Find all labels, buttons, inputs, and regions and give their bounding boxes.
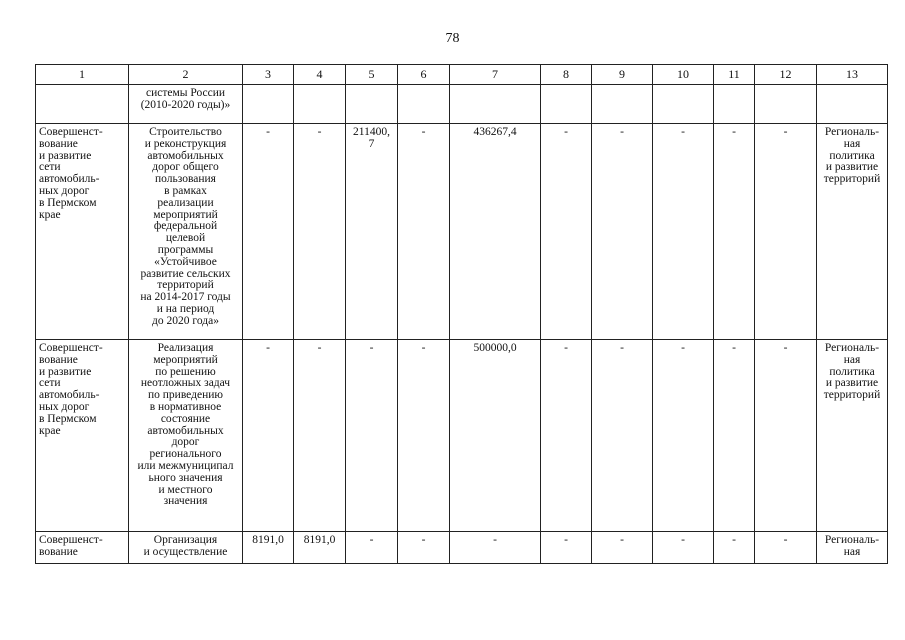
table-cell: Региональ- ная — [817, 532, 888, 564]
table-cell — [398, 85, 450, 124]
table-cell: - — [592, 340, 653, 532]
table-row — [36, 532, 888, 564]
table-cell — [817, 85, 888, 124]
header-cell: 2 — [129, 65, 243, 85]
table-cell: - — [592, 124, 653, 340]
table-cell: 8191,0 — [243, 532, 294, 564]
table-cell: - — [653, 340, 714, 532]
header-cell: 8 — [541, 65, 592, 85]
table-cell: - — [294, 340, 346, 532]
table-cell: - — [755, 124, 817, 340]
table-cell: Региональ- ная политика и развитие территорий — [817, 124, 888, 340]
table-cell: - — [714, 124, 755, 340]
table-cell: - — [541, 124, 592, 340]
table-cell: - — [243, 124, 294, 340]
table-cell: Организация и осуществление — [129, 532, 243, 564]
header-cell: 1 — [36, 65, 129, 85]
header-cell: 13 — [817, 65, 888, 85]
page-number: 78 — [445, 31, 460, 46]
table-cell: - — [243, 340, 294, 532]
header-row — [36, 65, 888, 85]
table-cell — [653, 85, 714, 124]
header-cell: 11 — [714, 65, 755, 85]
table-cell: 500000,0 — [450, 340, 541, 532]
header-cell: 9 — [592, 65, 653, 85]
table-row — [36, 85, 888, 124]
table-cell: системы России (2010-2020 годы)» — [129, 85, 243, 124]
table-cell — [450, 85, 541, 124]
table-cell — [243, 85, 294, 124]
table-cell: Совершенст- вование и развитие сети автомобиль- ных дорог в Пермском крае — [36, 124, 129, 340]
table-cell: - — [346, 340, 398, 532]
table-cell: - — [653, 124, 714, 340]
table-cell — [36, 85, 129, 124]
table-cell: - — [755, 340, 817, 532]
table-cell: 436267,4 — [450, 124, 541, 340]
table-cell — [714, 85, 755, 124]
table-cell — [294, 85, 346, 124]
table-cell: - — [541, 532, 592, 564]
header-cell: 6 — [398, 65, 450, 85]
table-cell — [346, 85, 398, 124]
table-cell: - — [714, 532, 755, 564]
table-cell: Совершенст- вование и развитие сети автомобиль- ных дорог в Пермском крае — [36, 340, 129, 532]
table-row — [36, 124, 888, 340]
table-cell: - — [294, 124, 346, 340]
header-cell: 7 — [450, 65, 541, 85]
table-cell: - — [653, 532, 714, 564]
table-cell: - — [755, 532, 817, 564]
table-cell — [755, 85, 817, 124]
table-cell: - — [398, 532, 450, 564]
table-cell — [541, 85, 592, 124]
table-cell: 8191,0 — [294, 532, 346, 564]
header-cell: 3 — [243, 65, 294, 85]
table-cell: - — [450, 532, 541, 564]
table-cell: - — [398, 124, 450, 340]
table-cell: Строительство и реконструкция автомобильных дорог общего пользования в рамках реализации мероприятий федеральной целевой программы «Устойчивое развитие сельских территорий на 2014-2017 годы и на период до 2020 года» — [129, 124, 243, 340]
table-row — [36, 340, 888, 532]
header-cell: 5 — [346, 65, 398, 85]
table-cell: 211400, 7 — [346, 124, 398, 340]
header-cell: 10 — [653, 65, 714, 85]
table-cell — [592, 85, 653, 124]
table-cell: - — [398, 340, 450, 532]
table-cell: - — [541, 340, 592, 532]
table-cell: Совершенст- вование — [36, 532, 129, 564]
header-cell: 4 — [294, 65, 346, 85]
table-cell: Реализация мероприятий по решению неотложных задач по приведению в нормативное состояние автомобильных дорог регионального или межмуниципал ьного значения и местного значения — [129, 340, 243, 532]
table-cell: - — [592, 532, 653, 564]
table-cell: - — [346, 532, 398, 564]
table-cell: Региональ- ная политика и развитие территорий — [817, 340, 888, 532]
header-cell: 12 — [755, 65, 817, 85]
program-table — [35, 64, 888, 564]
table-cell: - — [714, 340, 755, 532]
